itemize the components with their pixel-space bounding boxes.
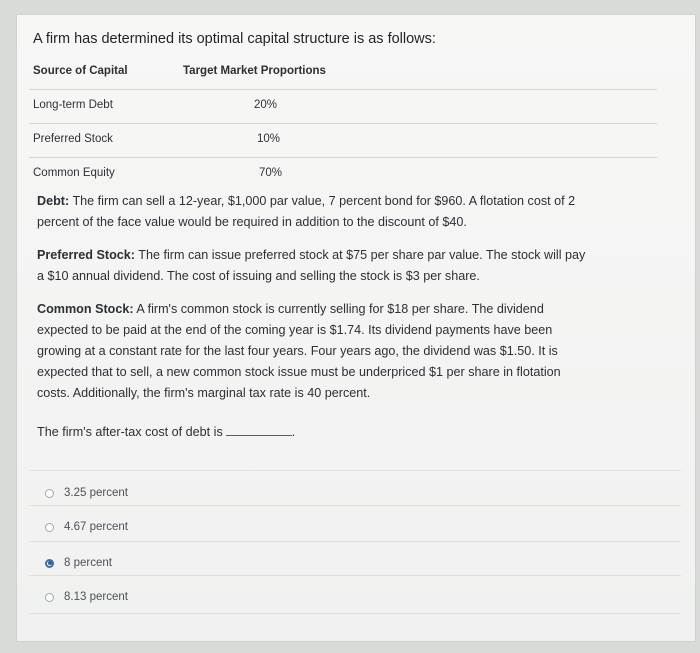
option-divider	[29, 505, 681, 506]
debt-paragraph	[37, 191, 669, 233]
answer-option-3[interactable]	[45, 553, 112, 573]
question-prompt	[37, 421, 295, 439]
debt-text-line: The firm can sell a 12-year, $1,000 par value, 7 percent bond for $960. A flotation cost of 2	[72, 194, 576, 208]
row-divider	[29, 89, 657, 90]
answer-option-4[interactable]	[45, 587, 128, 607]
common-text-line: expected to be paid at the end of the coming year is $1.74. Its dividend payments have been	[37, 323, 553, 337]
radio-button[interactable]	[45, 593, 54, 602]
question-text: The firm's after-tax cost of debt is	[37, 425, 223, 439]
preferred-text-line: The firm can issue preferred stock at $75 per share par value. The stock will pay	[138, 248, 586, 262]
option-divider	[29, 541, 681, 542]
table-cell-proportion: 10%	[257, 133, 281, 145]
question-end: .	[291, 425, 296, 439]
common-text-line: expected that to sell, a new common stock issue must be underpriced $1 per share in flotation	[37, 365, 561, 379]
table-cell-source: Long-term Debt	[33, 99, 113, 111]
common-text-line: growing at a constant rate for the last four years. Four years ago, the dividend was $1.50. It is	[37, 344, 558, 358]
table-row	[17, 161, 657, 193]
option-label: 8.13 percent	[64, 591, 128, 603]
answer-option-1[interactable]	[45, 483, 128, 503]
question-page	[16, 14, 696, 642]
option-label: 3.25 percent	[64, 487, 128, 499]
radio-button[interactable]	[45, 489, 54, 498]
option-divider	[29, 470, 681, 471]
question-title: A firm has determined its optimal capital structure is as follows:	[33, 31, 436, 47]
option-divider	[29, 613, 681, 614]
answer-option-2[interactable]	[45, 517, 128, 537]
table-header-source: Source of Capital	[33, 65, 128, 77]
debt-text-line: percent of the face value would be required in addition to the discount of $40.	[37, 215, 467, 229]
table-row	[17, 127, 657, 159]
option-divider	[29, 575, 681, 576]
table-cell-proportion: 70%	[259, 167, 283, 179]
radio-button[interactable]	[45, 523, 54, 532]
option-label: 8 percent	[64, 557, 112, 569]
table-cell-proportion: 20%	[254, 99, 278, 111]
row-divider	[29, 123, 657, 124]
table-row	[17, 93, 657, 125]
debt-label: Debt:	[37, 194, 70, 208]
preferred-label: Preferred Stock:	[37, 248, 135, 262]
table-cell-source: Common Equity	[33, 167, 115, 179]
preferred-paragraph	[37, 245, 669, 287]
row-divider	[29, 157, 657, 158]
common-label: Common Stock:	[37, 302, 134, 316]
table-cell-source: Preferred Stock	[33, 133, 113, 145]
common-text-line: A firm's common stock is currently selling for $18 per share. The dividend	[136, 302, 544, 316]
common-paragraph	[37, 299, 669, 404]
radio-button-selected[interactable]	[45, 559, 54, 568]
answer-blank	[226, 421, 292, 436]
preferred-text-line: a $10 annual dividend. The cost of issuing and selling the stock is $3 per share.	[37, 269, 480, 283]
common-text-line: costs. Additionally, the firm's marginal tax rate is 40 percent.	[37, 386, 371, 400]
table-header-proportion: Target Market Proportions	[183, 65, 326, 77]
option-label: 4.67 percent	[64, 521, 128, 533]
